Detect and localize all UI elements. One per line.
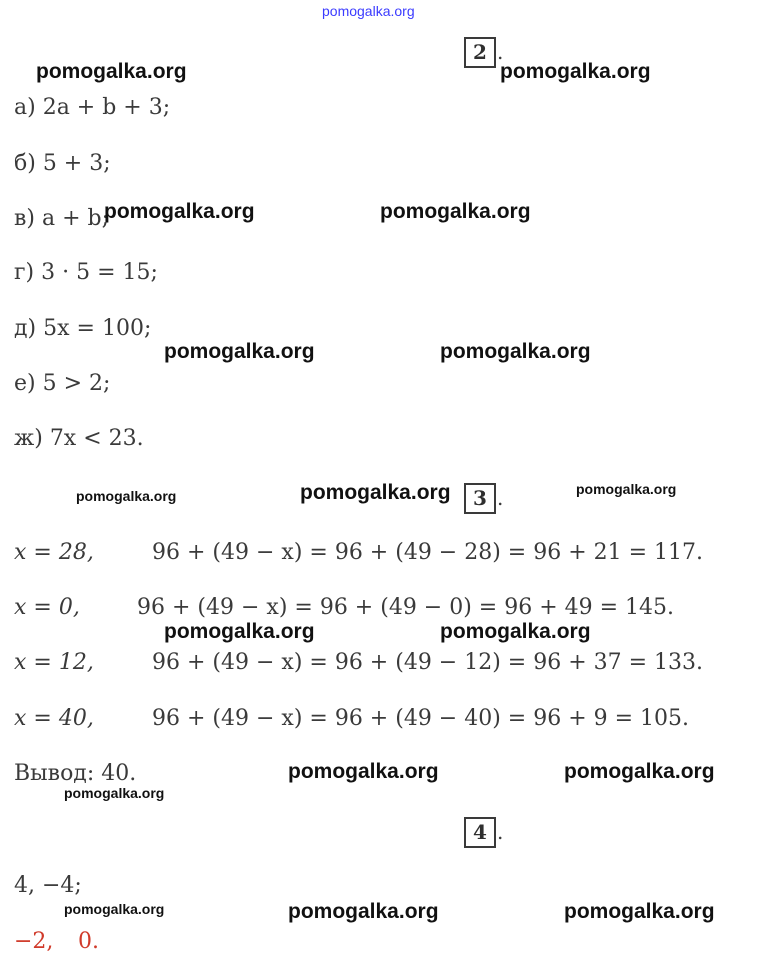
task-4-answer-1: −2, bbox=[14, 929, 54, 954]
watermark: pomogalka.org bbox=[440, 340, 591, 363]
task-3-row-2-expr: 96 + (49 − x) = 96 + (49 − 0) = 96 + 49 = 145. bbox=[137, 595, 675, 620]
task-4-line-1: 4, −4; bbox=[14, 873, 82, 898]
watermark: pomogalka.org bbox=[36, 60, 187, 83]
watermark: pomogalka.org bbox=[300, 481, 451, 504]
watermark: pomogalka.org bbox=[164, 620, 315, 643]
watermark: pomogalka.org bbox=[104, 200, 255, 223]
task-3-row-1-expr: 96 + (49 − x) = 96 + (49 − 28) = 96 + 21 = 117. bbox=[152, 540, 704, 565]
watermark: pomogalka.org bbox=[64, 785, 165, 801]
task-4-answer-2: 0. bbox=[78, 929, 99, 954]
task-2-line-e: д) 5x = 100; bbox=[14, 316, 152, 341]
task-3-row-2-x: x = 0, bbox=[14, 595, 80, 620]
task-2-line-b: б) 5 + 3; bbox=[14, 151, 111, 176]
task-2-line-c: в) a + b; bbox=[14, 206, 109, 231]
watermark: pomogalka.org bbox=[76, 488, 177, 504]
task-3-row-3-expr: 96 + (49 − x) = 96 + (49 − 12) = 96 + 37 = 133. bbox=[152, 650, 704, 675]
task-3-row-4-x: x = 40, bbox=[14, 706, 94, 731]
task-2-line-d: г) 3 · 5 = 15; bbox=[14, 260, 158, 285]
watermark: pomogalka.org bbox=[576, 481, 677, 497]
watermark: pomogalka.org bbox=[500, 60, 651, 83]
task-3-row-1-x: x = 28, bbox=[14, 540, 94, 565]
watermark: pomogalka.org bbox=[380, 200, 531, 223]
watermark: pomogalka.org bbox=[564, 900, 715, 923]
task-2-line-g: ж) 7x < 23. bbox=[14, 426, 144, 451]
task-3-number: 3 bbox=[464, 483, 496, 514]
task-3-conclusion: Вывод: 40. bbox=[14, 761, 137, 786]
task-2-dot: . bbox=[497, 40, 504, 64]
watermark: pomogalka.org bbox=[64, 901, 165, 917]
task-3-row-4-expr: 96 + (49 − x) = 96 + (49 − 40) = 96 + 9 = 105. bbox=[152, 706, 690, 731]
task-3-row-3-x: x = 12, bbox=[14, 650, 94, 675]
task-2-line-f: е) 5 > 2; bbox=[14, 371, 111, 396]
task-4-number: 4 bbox=[464, 817, 496, 848]
watermark-top: pomogalka.org bbox=[322, 3, 415, 19]
watermark: pomogalka.org bbox=[164, 340, 315, 363]
watermark: pomogalka.org bbox=[440, 620, 591, 643]
task-2-line-a: а) 2a + b + 3; bbox=[14, 95, 171, 120]
task-3-dot: . bbox=[497, 486, 504, 510]
watermark: pomogalka.org bbox=[288, 900, 439, 923]
task-4-dot: . bbox=[497, 820, 504, 844]
watermark: pomogalka.org bbox=[288, 760, 439, 783]
watermark: pomogalka.org bbox=[564, 760, 715, 783]
task-2-number: 2 bbox=[464, 37, 496, 68]
